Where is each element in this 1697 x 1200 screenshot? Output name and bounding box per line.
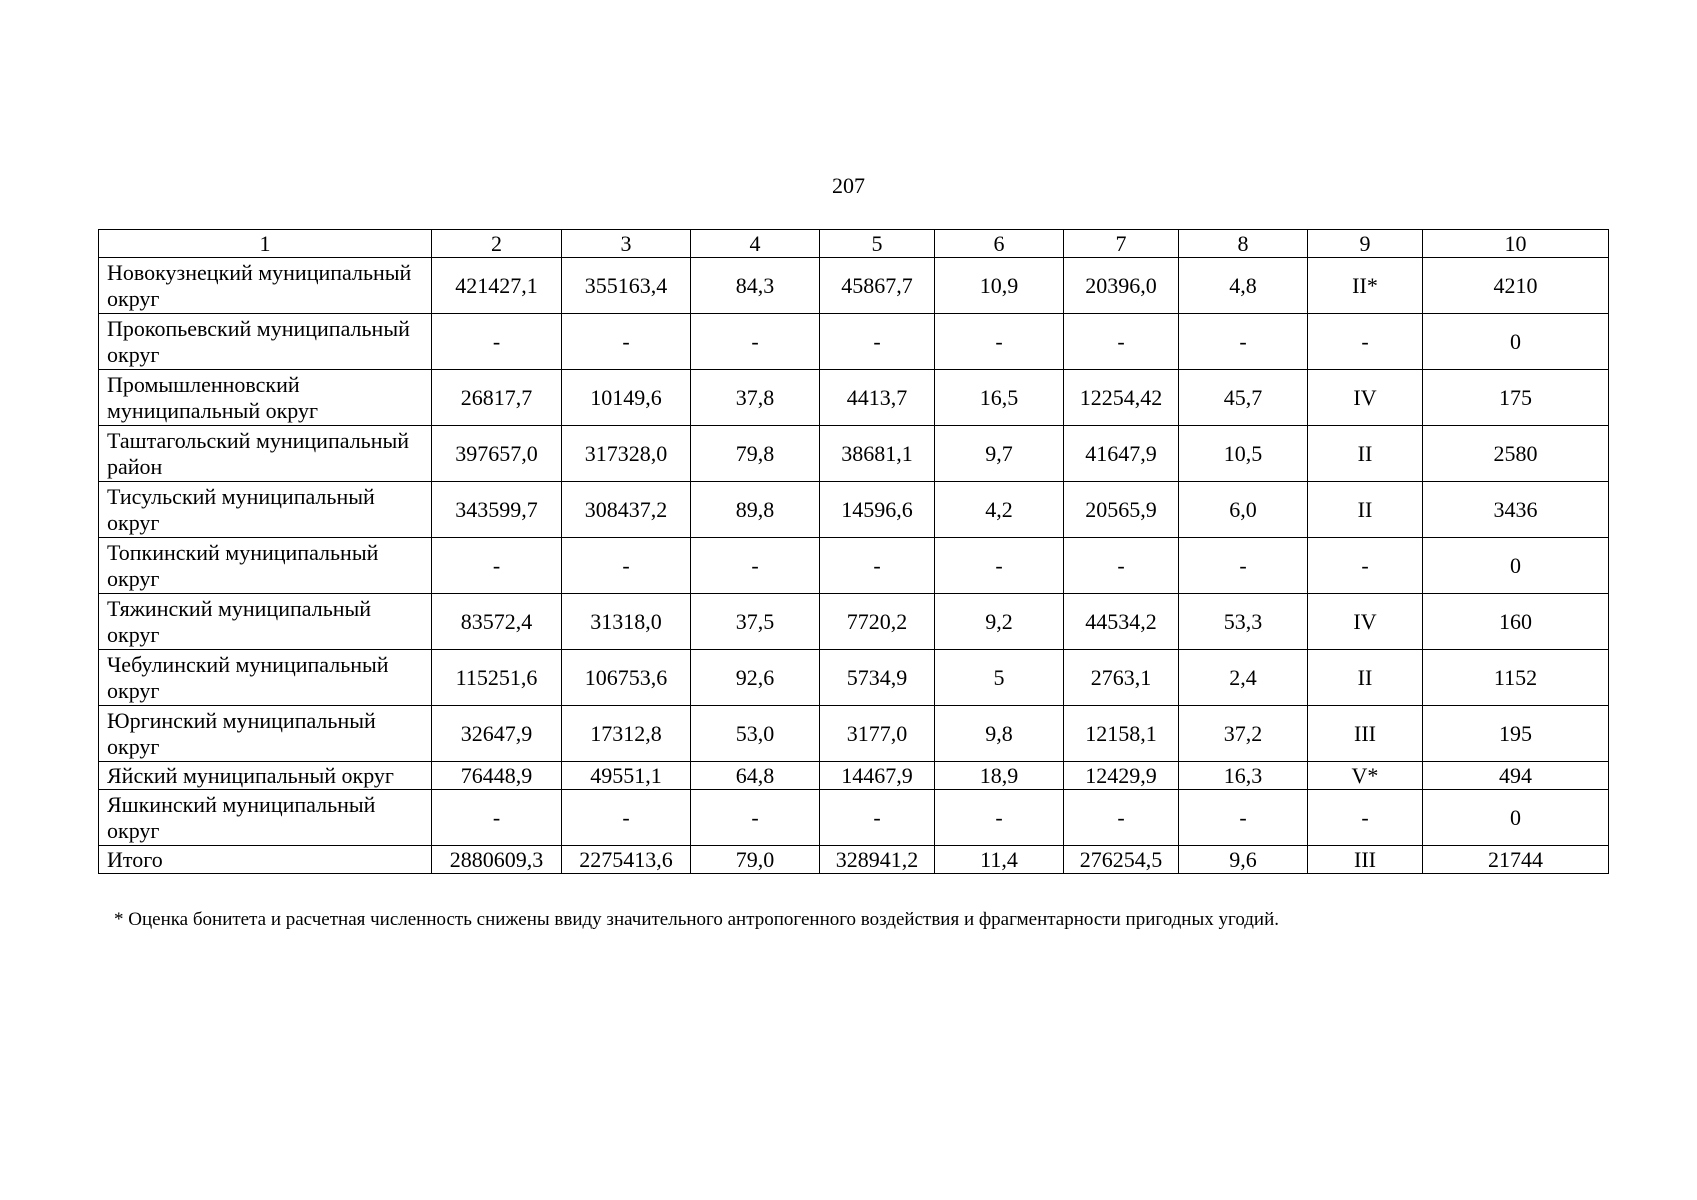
table-cell: 10149,6 xyxy=(562,370,691,426)
table-body xyxy=(99,258,1609,874)
table-cell: 31318,0 xyxy=(562,594,691,650)
table-row xyxy=(99,538,1609,594)
table-cell: 12254,42 xyxy=(1064,370,1179,426)
table-cell: II* xyxy=(1308,258,1423,314)
table-cell: III xyxy=(1308,706,1423,762)
header-row xyxy=(99,230,1609,258)
table-cell: 11,4 xyxy=(935,846,1064,874)
table-cell: 195 xyxy=(1423,706,1609,762)
table-row xyxy=(99,370,1609,426)
table-row xyxy=(99,650,1609,706)
municipality-name: Таштагольский муниципальный район xyxy=(99,426,432,482)
table-cell: 308437,2 xyxy=(562,482,691,538)
table-cell: - xyxy=(691,314,820,370)
table-cell: - xyxy=(935,538,1064,594)
table-cell: 38681,1 xyxy=(820,426,935,482)
table-cell: - xyxy=(1179,790,1308,846)
table-cell: 2,4 xyxy=(1179,650,1308,706)
column-header: 1 xyxy=(99,230,432,258)
table-cell: - xyxy=(432,538,562,594)
table-cell: 6,0 xyxy=(1179,482,1308,538)
table-cell: 14596,6 xyxy=(820,482,935,538)
table-cell: 160 xyxy=(1423,594,1609,650)
table-cell: 5734,9 xyxy=(820,650,935,706)
column-header: 8 xyxy=(1179,230,1308,258)
table-cell: - xyxy=(691,538,820,594)
table-cell: 494 xyxy=(1423,762,1609,790)
column-header: 9 xyxy=(1308,230,1423,258)
table-cell: 2880609,3 xyxy=(432,846,562,874)
table-cell: 45,7 xyxy=(1179,370,1308,426)
table-cell: 343599,7 xyxy=(432,482,562,538)
table-cell: 10,5 xyxy=(1179,426,1308,482)
table-cell: 4,8 xyxy=(1179,258,1308,314)
column-header: 6 xyxy=(935,230,1064,258)
table-cell: - xyxy=(562,314,691,370)
table-cell: 20565,9 xyxy=(1064,482,1179,538)
table-cell: 7720,2 xyxy=(820,594,935,650)
table-cell: 20396,0 xyxy=(1064,258,1179,314)
municipality-name: Юргинский муниципальный округ xyxy=(99,706,432,762)
table-row xyxy=(99,426,1609,482)
table-cell: 0 xyxy=(1423,790,1609,846)
table-cell: 79,0 xyxy=(691,846,820,874)
table-cell: 53,0 xyxy=(691,706,820,762)
table-cell: 4210 xyxy=(1423,258,1609,314)
municipality-name: Топкинский муниципальный округ xyxy=(99,538,432,594)
table-cell: 16,5 xyxy=(935,370,1064,426)
table-cell: 397657,0 xyxy=(432,426,562,482)
table-cell: III xyxy=(1308,846,1423,874)
table-cell: 84,3 xyxy=(691,258,820,314)
table-cell: 10,9 xyxy=(935,258,1064,314)
table-cell: - xyxy=(1064,314,1179,370)
column-header: 10 xyxy=(1423,230,1609,258)
table-cell: 89,8 xyxy=(691,482,820,538)
municipality-name: Новокузнецкий муниципальный округ xyxy=(99,258,432,314)
table-cell: 3436 xyxy=(1423,482,1609,538)
table-cell: 53,3 xyxy=(1179,594,1308,650)
table-cell: 32647,9 xyxy=(432,706,562,762)
table-cell: 115251,6 xyxy=(432,650,562,706)
footnote: * Оценка бонитета и расчетная численность снижены ввиду значительного антропогенного воздействия и фрагментарности пригодных угодий. xyxy=(114,909,1280,930)
table-cell: - xyxy=(562,790,691,846)
table-cell: - xyxy=(1179,314,1308,370)
table-cell: - xyxy=(1064,538,1179,594)
table-cell: 17312,8 xyxy=(562,706,691,762)
table-cell: 18,9 xyxy=(935,762,1064,790)
data-table xyxy=(98,229,1609,874)
table-cell: 12158,1 xyxy=(1064,706,1179,762)
table-cell: 2763,1 xyxy=(1064,650,1179,706)
table-cell: 21744 xyxy=(1423,846,1609,874)
table-cell: 45867,7 xyxy=(820,258,935,314)
table-cell: 3177,0 xyxy=(820,706,935,762)
table-row xyxy=(99,706,1609,762)
table-cell: - xyxy=(562,538,691,594)
table-cell: 26817,7 xyxy=(432,370,562,426)
table-row xyxy=(99,258,1609,314)
table-cell: 12429,9 xyxy=(1064,762,1179,790)
total-row xyxy=(99,846,1609,874)
table-cell: 2275413,6 xyxy=(562,846,691,874)
municipality-name: Промышленновский муниципальный округ xyxy=(99,370,432,426)
table-cell: - xyxy=(432,314,562,370)
table-cell: - xyxy=(820,790,935,846)
column-header: 5 xyxy=(820,230,935,258)
table-cell: 83572,4 xyxy=(432,594,562,650)
table-cell: - xyxy=(1308,538,1423,594)
table-row xyxy=(99,594,1609,650)
column-header: 3 xyxy=(562,230,691,258)
table-cell: 2580 xyxy=(1423,426,1609,482)
table-cell: 92,6 xyxy=(691,650,820,706)
table-cell: 37,2 xyxy=(1179,706,1308,762)
table-cell: - xyxy=(935,790,1064,846)
table-cell: - xyxy=(1179,538,1308,594)
page-number: 207 xyxy=(832,173,865,198)
table-cell: 9,6 xyxy=(1179,846,1308,874)
table-cell: 355163,4 xyxy=(562,258,691,314)
table-cell: II xyxy=(1308,426,1423,482)
table-cell: 37,8 xyxy=(691,370,820,426)
table-cell: 14467,9 xyxy=(820,762,935,790)
table-row xyxy=(99,314,1609,370)
table-row xyxy=(99,482,1609,538)
municipality-name: Яйский муниципальный округ xyxy=(99,762,432,790)
table-cell: 1152 xyxy=(1423,650,1609,706)
table-cell: - xyxy=(820,314,935,370)
municipality-name: Яшкинский муниципальный округ xyxy=(99,790,432,846)
table-cell: 64,8 xyxy=(691,762,820,790)
municipality-name: Прокопьевский муниципальный округ xyxy=(99,314,432,370)
table-cell: - xyxy=(820,538,935,594)
municipality-name: Итого xyxy=(99,846,432,874)
table-cell: 328941,2 xyxy=(820,846,935,874)
column-header: 4 xyxy=(691,230,820,258)
municipality-name: Тяжинский муниципальный округ xyxy=(99,594,432,650)
table-row xyxy=(99,790,1609,846)
table-cell: - xyxy=(1308,314,1423,370)
municipality-name: Тисульский муниципальный округ xyxy=(99,482,432,538)
table-cell: - xyxy=(432,790,562,846)
table-cell: IV xyxy=(1308,594,1423,650)
table-cell: 106753,6 xyxy=(562,650,691,706)
table-cell: 9,8 xyxy=(935,706,1064,762)
table-cell: II xyxy=(1308,650,1423,706)
table-cell: 49551,1 xyxy=(562,762,691,790)
table-cell: 79,8 xyxy=(691,426,820,482)
table-cell: 0 xyxy=(1423,314,1609,370)
table-cell: 276254,5 xyxy=(1064,846,1179,874)
table-cell: II xyxy=(1308,482,1423,538)
table-cell: 175 xyxy=(1423,370,1609,426)
table-cell: IV xyxy=(1308,370,1423,426)
table-cell: 16,3 xyxy=(1179,762,1308,790)
table-cell: 41647,9 xyxy=(1064,426,1179,482)
table-cell: 9,2 xyxy=(935,594,1064,650)
column-header: 7 xyxy=(1064,230,1179,258)
table-cell: 76448,9 xyxy=(432,762,562,790)
table-cell: 44534,2 xyxy=(1064,594,1179,650)
table-cell: - xyxy=(1308,790,1423,846)
table-cell: - xyxy=(1064,790,1179,846)
table-cell: 317328,0 xyxy=(562,426,691,482)
municipality-name: Чебулинский муниципальный округ xyxy=(99,650,432,706)
table-cell: - xyxy=(691,790,820,846)
table-cell: 37,5 xyxy=(691,594,820,650)
table-cell: 4413,7 xyxy=(820,370,935,426)
table-cell: 9,7 xyxy=(935,426,1064,482)
table-cell: - xyxy=(935,314,1064,370)
table-cell: 0 xyxy=(1423,538,1609,594)
table-cell: 421427,1 xyxy=(432,258,562,314)
table-cell: V* xyxy=(1308,762,1423,790)
table-cell: 5 xyxy=(935,650,1064,706)
table-row xyxy=(99,762,1609,790)
table-cell: 4,2 xyxy=(935,482,1064,538)
column-header: 2 xyxy=(432,230,562,258)
